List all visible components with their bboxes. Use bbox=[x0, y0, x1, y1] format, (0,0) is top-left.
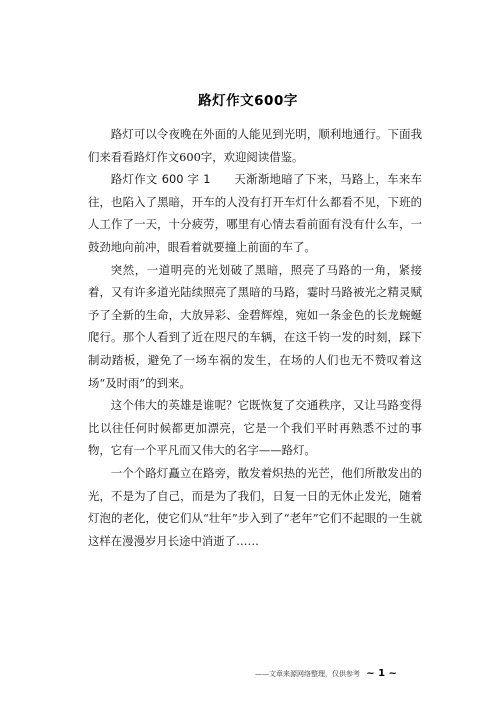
paragraph-5: 一个个路灯矗立在路旁，散发着炽热的光芒，他们所散发出的光，不是为了自己，而是为了我们，日复一日的无休止发光，随着灯泡的老化，使它们从“壮年”步入到了“老年”它们不起眼的一生就这样在漫漫岁月长途中消逝了…… bbox=[88, 465, 422, 548]
page-footer bbox=[255, 668, 397, 679]
page-number: ~ 1 ~ bbox=[366, 668, 397, 679]
paragraph-4: 这个伟大的英雄是谁呢？它既恢复了交通秩序，又让马路变得比以往任何时候都更加漂亮，它是一个我们平时再熟悉不过的事物，它有一个平凡而又伟大的名字——路灯。 bbox=[88, 398, 422, 458]
intro-paragraph: 路灯可以令夜晚在外面的人能见到光明，顺利地通行。下面我们来看看路灯作文600字，欢迎阅读借鉴。 bbox=[88, 127, 422, 164]
section-text: 天渐渐地暗了下来，马路上，车来车往，也陷入了黑暗，开车的人没有打开车灯什么都看不见，下班的人工作了一天，十分疲劳，哪里有心情去看前面有没有什么车，一鼓劲地向前冲，眼看着就要撞上前面的车了。 bbox=[88, 172, 422, 254]
footer-note: ——文章来源网络整理，仅供参考 bbox=[255, 670, 360, 678]
document-title: 路灯作文600字 bbox=[198, 93, 298, 109]
document-body bbox=[88, 123, 422, 552]
section-heading: 路灯作文 600 字 1 bbox=[110, 172, 211, 187]
section-1-paragraph bbox=[88, 168, 422, 258]
paragraph-3: 突然，一道明亮的光划破了黑暗，照亮了马路的一角，紧接着，又有许多道光陆续照亮了黑暗的马路，霎时马路被光之精灵赋予了全新的生命，大放异彩、金碧辉煌，宛如一条金色的长龙蜿蜒爬行。那个人看到了近在咫尺的车辆，在这千钧一发的时刻，踩下制动踏板，避免了一场车祸的发生，在场的人们也无不赞叹着这场“及时雨”的到来。 bbox=[88, 262, 422, 390]
